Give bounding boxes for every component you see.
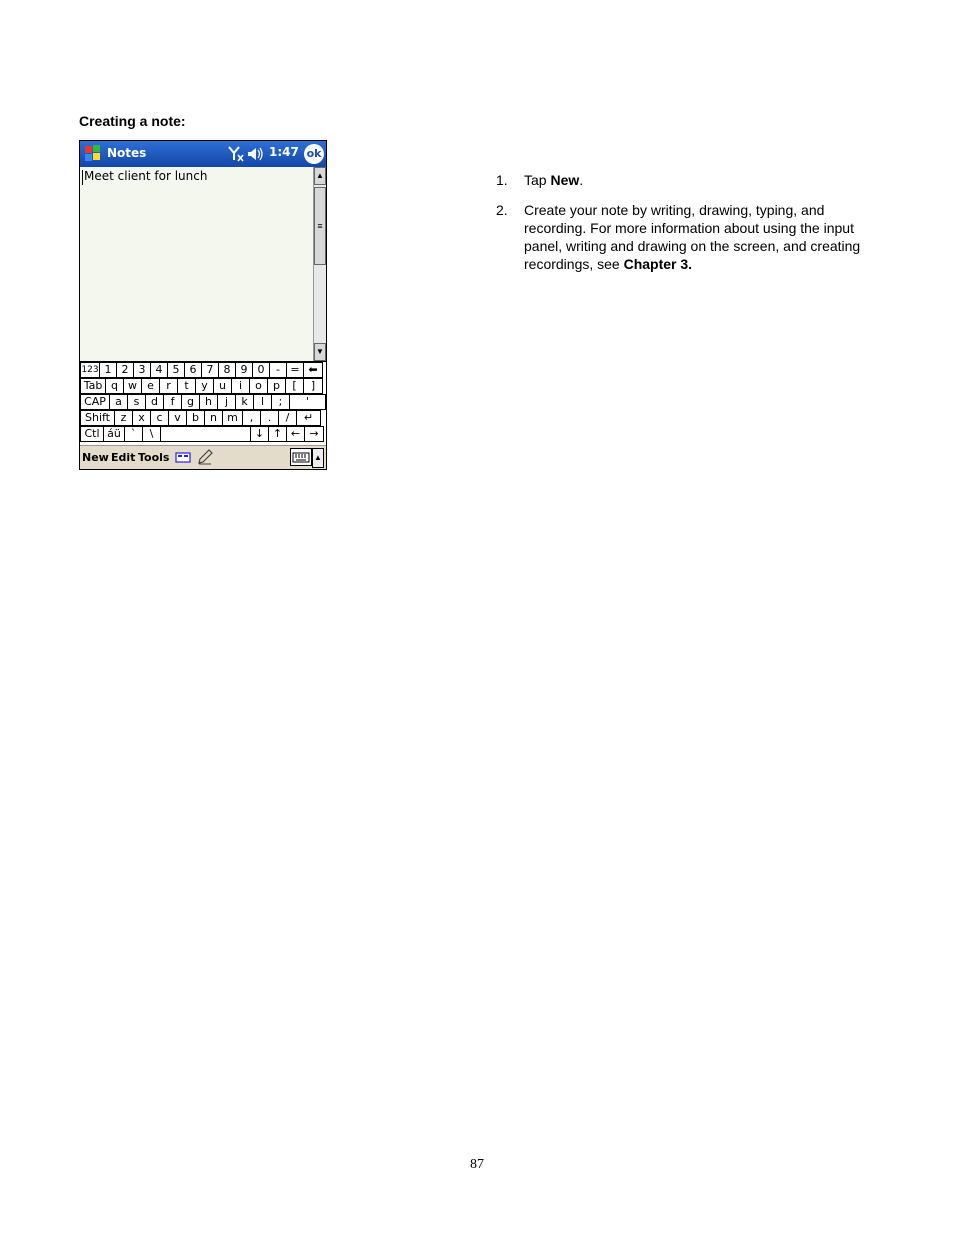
key[interactable]: 6 [184,362,202,378]
key[interactable]: ' [289,394,326,410]
key[interactable]: 1 [99,362,117,378]
step-emphasis: Chapter 3. [623,256,693,272]
arrow-down-key[interactable]: ↓ [250,426,269,442]
keyboard-row [80,410,321,426]
key[interactable]: \ [142,426,161,442]
key[interactable]: n [204,410,223,426]
caps-key[interactable]: CAP [80,394,110,410]
key[interactable]: u [213,378,232,394]
pocketpc-screenshot [79,140,327,470]
key[interactable]: v [168,410,187,426]
key[interactable]: b [186,410,205,426]
keyboard-row [80,426,324,442]
key[interactable]: - [269,362,287,378]
menu-bar [80,445,326,470]
key[interactable]: 9 [235,362,253,378]
step-number: 1. [496,172,508,188]
list-item [496,171,886,189]
key[interactable]: y [195,378,214,394]
keyboard-row [80,362,323,378]
key[interactable]: z [114,410,133,426]
keyboard-row [80,394,326,410]
key[interactable]: . [260,410,279,426]
step-text: Create your note by writing, drawing, typing, and recording. For more information about using the input panel, writing and drawing on the screen, and creating recordings, see [524,202,861,272]
key[interactable]: s [127,394,146,410]
key[interactable]: d [145,394,164,410]
list-item [496,201,886,273]
key[interactable]: p [267,378,286,394]
key[interactable]: k [235,394,254,410]
windows-start-icon[interactable] [82,143,104,165]
key[interactable]: 2 [116,362,134,378]
key[interactable]: 3 [133,362,151,378]
ctrl-key[interactable]: Ctl [80,426,104,442]
key[interactable]: i [231,378,250,394]
signal-icon[interactable] [228,145,244,163]
key[interactable]: f [163,394,182,410]
key[interactable]: j [217,394,236,410]
enter-key[interactable]: ↵ [296,410,321,426]
key-123[interactable]: 123 [80,362,100,378]
accent-key[interactable]: áü [103,426,125,442]
key[interactable]: r [159,378,178,394]
key[interactable]: ` [124,426,143,442]
pen-icon[interactable] [197,449,213,465]
keyboard-icon[interactable] [290,448,312,466]
key[interactable]: g [181,394,200,410]
key[interactable]: a [109,394,128,410]
key[interactable]: / [278,410,297,426]
note-editor[interactable] [80,167,313,361]
speaker-icon[interactable] [247,146,265,162]
audio-toolbar-icon[interactable] [175,449,191,465]
key[interactable]: w [123,378,142,394]
tab-key[interactable]: Tab [80,378,106,394]
arrow-left-key[interactable]: ← [286,426,305,442]
key[interactable]: o [249,378,268,394]
menu-new[interactable]: New [82,451,109,464]
key[interactable]: 5 [167,362,185,378]
step-text: Tap [524,172,551,188]
key[interactable]: 8 [218,362,236,378]
scroll-down-icon[interactable]: ▼ [314,343,326,361]
section-heading: Creating a note: [79,113,186,129]
scroll-thumb[interactable]: ≡ [314,187,326,265]
ok-icon[interactable]: ok [304,144,324,164]
arrow-up-key[interactable]: ↑ [268,426,287,442]
vertical-scrollbar[interactable] [313,167,326,361]
menu-edit[interactable]: Edit [111,451,136,464]
key[interactable]: 7 [201,362,219,378]
key[interactable]: c [150,410,169,426]
key[interactable]: [ [285,378,304,394]
app-title: Notes [107,146,147,160]
backspace-key[interactable]: ⬅ [303,362,323,378]
clock[interactable]: 1:47 [269,145,299,159]
step-text-end: . [579,172,584,188]
key[interactable]: t [177,378,196,394]
step-emphasis: New [550,172,580,188]
keyboard-row [80,378,323,394]
soft-keyboard [80,361,326,446]
step-number: 2. [496,202,508,218]
key[interactable]: q [105,378,124,394]
scroll-up-icon[interactable]: ▲ [314,167,326,185]
space-key[interactable] [160,426,251,442]
arrow-right-key[interactable]: → [304,426,324,442]
instruction-list [496,171,886,285]
key[interactable]: l [253,394,272,410]
key[interactable]: m [222,410,243,426]
title-bar [80,141,326,167]
menu-tools[interactable]: Tools [138,451,170,464]
key[interactable]: 4 [150,362,168,378]
key[interactable]: = [286,362,304,378]
key[interactable]: x [132,410,151,426]
key[interactable]: h [199,394,218,410]
text-caret [82,170,83,185]
note-text[interactable]: Meet client for lunch [84,169,208,183]
page-number: 87 [470,1157,484,1172]
key[interactable]: 0 [252,362,270,378]
key[interactable]: e [141,378,160,394]
sip-arrow-icon[interactable]: ▲ [312,448,324,468]
shift-key[interactable]: Shift [80,410,115,426]
key[interactable]: ] [303,378,323,394]
key[interactable]: ; [271,394,290,410]
key[interactable]: , [242,410,261,426]
